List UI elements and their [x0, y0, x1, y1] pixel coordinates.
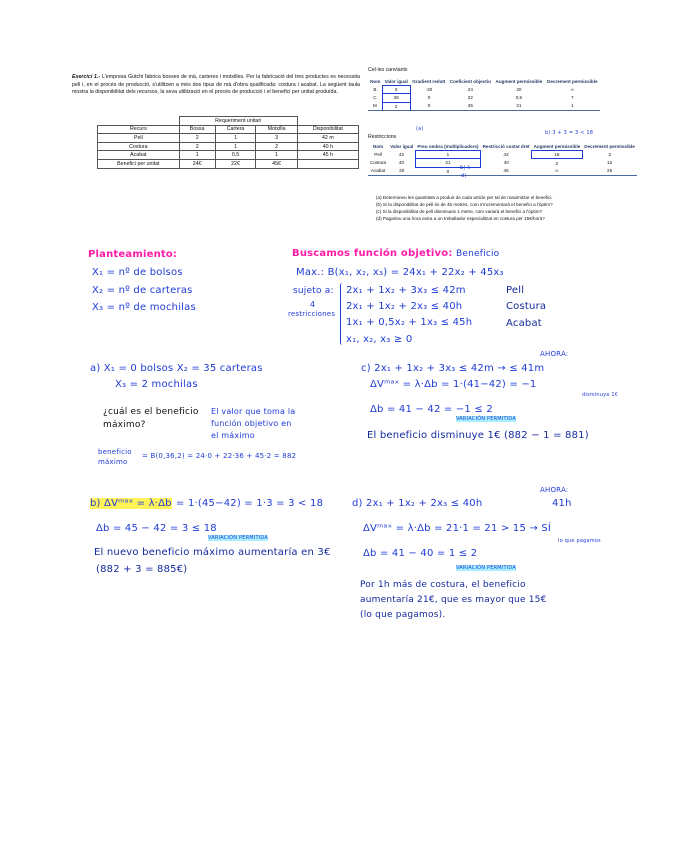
- restr-cell: ∞: [532, 167, 583, 175]
- constraint-brace: [340, 283, 345, 345]
- restr-header: Preu ombra (multiplicadors): [417, 144, 479, 150]
- req-header: Cartera: [215, 125, 256, 134]
- restr-cell: Acabat: [368, 167, 388, 175]
- d-conclusion-2: aumentaría 21€, que es mayor que 15€: [360, 595, 547, 605]
- req-header: Bossa: [179, 125, 215, 134]
- req-header: Disponibilitat: [297, 125, 358, 134]
- req-cell: 2: [256, 142, 297, 151]
- table-row: [368, 94, 600, 102]
- constraint-1: 2x₁ + 1x₂ + 3x₃ ≤ 42m: [346, 285, 466, 296]
- req-cell: 45 h: [297, 151, 358, 160]
- restr-cell: 40: [503, 160, 509, 166]
- costura-label: Costura: [506, 301, 547, 312]
- question-b: (b) Si la disponibilitat de pell és de 45 metres, com s'incrementarà el benefici a l'òptim?: [376, 202, 553, 207]
- restr-header: Decrement permissible: [584, 144, 635, 150]
- d-delta-b: Δb = 41 − 40 = 1 ≤ 2: [363, 548, 478, 559]
- d-line: d) 2x₁ + 1x₂ + 2x₃ ≤ 40h: [352, 498, 483, 509]
- b-equation: = 1·(45−42) = 1·3 = 3 < 18: [176, 498, 324, 509]
- restr-cell: 2: [608, 152, 612, 158]
- cells-cell: ∞: [570, 87, 574, 93]
- planteamiento-heading: Planteamiento:: [88, 249, 178, 260]
- req-cell: 22€: [215, 159, 256, 168]
- restr-cell: 12: [607, 160, 613, 166]
- cells-cell: 45: [447, 102, 493, 110]
- d-conclusion-1: Por 1h más de costura, el beneficio: [360, 580, 526, 590]
- req-header: Motxilla: [256, 125, 297, 134]
- bm-equation: = B(0,36,2) = 24·0 + 22·36 + 45·2 = 882: [142, 452, 297, 460]
- var-x1: X₁ = nº de bolsos: [92, 267, 183, 278]
- d-delta-v: ΔVᵐᵃˣ = λ·Δb = 21·1 = 21 > 15 → SÍ: [363, 523, 552, 534]
- note-d: d): [461, 173, 467, 179]
- cells-header: Decrement permissible: [547, 79, 598, 85]
- restr-cell: Pell: [374, 152, 382, 158]
- d-conclusion-3: (lo que pagamos).: [360, 610, 446, 620]
- constraint-4: x₁, x₂, x₃ ≥ 0: [346, 334, 413, 345]
- req-cell: 45€: [256, 159, 297, 168]
- cells-cell: 1: [545, 102, 600, 110]
- req-group-header: Requeriment unitari: [179, 117, 297, 126]
- question-beneficio: ¿cuál es el beneficio: [103, 407, 199, 417]
- bm-label-1: beneficio: [98, 448, 132, 456]
- table-row: [368, 151, 637, 159]
- table-row: [98, 151, 359, 160]
- restr-cell: 21: [415, 159, 480, 167]
- req-cell: Costura: [98, 142, 180, 151]
- cells-cell: 36: [382, 94, 410, 102]
- constraint-2: 2x₁ + 1x₂ + 2x₃ ≤ 40h: [346, 301, 463, 312]
- cells-cell: 2: [382, 102, 410, 110]
- question-c: (c) Si la disponibilitat de pell disminueix 1 metre, com variarà el benefici a l'òptim?: [376, 209, 543, 214]
- b-heading: [90, 498, 172, 509]
- note-a: (a): [416, 126, 424, 132]
- sujeto-label: sujeto a:: [293, 286, 334, 296]
- question-a: (a) Determineu les quantitats a produir de cada article per tal de maximitzar el benefici.: [376, 195, 553, 200]
- table-row: [98, 159, 359, 168]
- restr-cell: Costura: [370, 160, 387, 166]
- table-row: [368, 86, 600, 94]
- b-heading-formula: b) ΔVᵐᵃˣ = λ·Δb: [90, 498, 172, 509]
- restr-header: Augment permissible: [533, 144, 581, 150]
- req-cell: 40 h: [297, 142, 358, 151]
- restr-cell: 2: [555, 160, 559, 166]
- ahora-2: AHORA:: [540, 486, 569, 494]
- table-row: [98, 134, 359, 143]
- req-cell: 2: [179, 142, 215, 151]
- restr-cell: 20: [388, 167, 415, 175]
- req-cell: Acabat: [98, 151, 180, 160]
- restr-header: Restricció costat dret: [482, 144, 530, 150]
- requirements-table: [97, 116, 359, 169]
- constraints-table: [368, 143, 637, 176]
- exercise-text: [72, 74, 360, 97]
- four-label: 4: [310, 300, 316, 309]
- cells-cell: 21: [493, 102, 544, 110]
- b-conclusion-1: El nuevo beneficio máximo aumentaría en 3€: [94, 547, 331, 558]
- restricciones-label: restricciones: [288, 310, 336, 318]
- answer-line-3: el máximo: [211, 431, 255, 440]
- a-line-1: a) X₁ = 0 bolsos X₂ = 35 carteras: [90, 363, 263, 374]
- note-b: b) 3 + 3 = 3 < 18: [545, 130, 594, 136]
- questions: [376, 194, 616, 222]
- cells-header: Gradient reduït: [412, 79, 446, 85]
- req-header-row: [98, 125, 359, 134]
- question-maximo: máximo?: [103, 420, 146, 430]
- var-x2: X₂ = nº de carteras: [92, 285, 193, 296]
- answer-line-2: función objetivo en: [211, 419, 292, 428]
- cells-header: Coeficient objectiu: [449, 79, 491, 85]
- restr-cell: 45: [481, 167, 532, 175]
- b-delta-b: Δb = 45 − 42 = 3 ≤ 18: [96, 523, 217, 534]
- ahora-1: AHORA:: [540, 350, 569, 358]
- c-delta-v: ΔVᵐᵃˣ = λ·Δb = 1·(41−42) = −1: [370, 379, 537, 390]
- cells-cell: 20: [516, 87, 522, 93]
- table-row: [98, 142, 359, 151]
- acabat-label: Acabat: [506, 318, 542, 329]
- table-row: [368, 159, 637, 167]
- cells-cell: M: [368, 102, 382, 110]
- cells-cell: 22: [467, 95, 473, 101]
- cells-header: Nom: [370, 79, 381, 85]
- req-cell: [297, 159, 358, 168]
- beneficio-label: Beneficio: [456, 249, 500, 259]
- cells-header: Augment permissible: [495, 79, 543, 85]
- cells-table: [368, 78, 600, 111]
- d-41h: 41h: [552, 498, 572, 509]
- restr-cell: 42: [503, 152, 509, 158]
- answer-line-1: El valor que toma la: [211, 407, 296, 416]
- req-cell: Pell: [98, 134, 180, 143]
- req-cell: 1: [215, 134, 256, 143]
- restr-cell: 1: [415, 151, 480, 159]
- b-conclusion-2: (882 + 3 = 885€): [96, 564, 188, 575]
- restr-title: Restriccions: [368, 134, 397, 140]
- restr-header: Nom: [372, 144, 384, 150]
- req-cell: Benefici per unitat: [98, 159, 180, 168]
- note-b-arrow: b) λ: [460, 165, 471, 171]
- b-variacion: VARIACIÓN PERMITIDA: [208, 535, 268, 541]
- req-cell: 1: [215, 142, 256, 151]
- c-delta-b: Δb = 41 − 42 = −1 ≤ 2: [370, 404, 493, 415]
- restr-cell: 42: [398, 152, 405, 158]
- a-line-2: X₃ = 2 mochilas: [115, 379, 198, 390]
- constraint-3: 1x₁ + 0,5x₂ + 1x₃ ≤ 45h: [346, 317, 473, 328]
- cells-cell: 0: [427, 95, 431, 101]
- bm-label-2: máximo: [98, 458, 128, 466]
- c-conclusion: El beneficio disminuye 1€ (882 − 1 = 881): [367, 430, 589, 441]
- question-d: (d) Pagaríeu una hora extra a un treballador especialitzat en costura per 15€/hora?: [376, 216, 545, 221]
- cells-cell: -20: [425, 87, 433, 93]
- exercise-title: Exercici 1.-: [72, 74, 101, 80]
- req-cell: 1: [179, 151, 215, 160]
- req-cell: 2: [179, 134, 215, 143]
- req-cell: 42 m: [297, 134, 358, 143]
- cells-cell: 7: [571, 95, 574, 101]
- req-header: Recurs: [98, 125, 180, 134]
- restr-cell: 40: [398, 160, 405, 166]
- cells-cell: 0: [410, 102, 447, 110]
- cells-cell: C: [373, 95, 377, 101]
- objective-function: Max.: B(x₁, x₂, x₃) = 24x₁ + 22x₂ + 45x₃: [296, 267, 504, 278]
- c-variacion: VARIACIÓN PERMITIDA: [456, 416, 516, 422]
- req-cell: 1: [256, 151, 297, 160]
- restr-header: Valor igual: [390, 144, 414, 150]
- cells-title: Cel·les canviants: [368, 67, 408, 73]
- c-line: c) 2x₁ + 1x₂ + 3x₃ ≤ 42m → ≤ 41m: [361, 363, 545, 374]
- exercise-body: L'empresa Gutchi fabrica bosses de mà, carteres i motxilles. Per la fabricació del tres productes es necessita pell i, en el procés de producció, s'utilitzen a més dos tipus de mà d'obra qualificada: costura i acabat. La següent taula mostra la disponibilitat dels recursos, la seva utilització en el procés de producció i el benefici per unitat produïda.: [72, 74, 360, 96]
- cells-cell: 0: [382, 86, 410, 94]
- req-cell: 24€: [179, 159, 215, 168]
- req-cell: 0,5: [215, 151, 256, 160]
- cells-cell: B: [373, 87, 377, 93]
- cells-cell: 24: [467, 87, 473, 93]
- req-cell: 3: [256, 134, 297, 143]
- pell-label: Pell: [506, 285, 525, 296]
- d-pagamos: lo que pagamos: [558, 538, 601, 544]
- restr-cell: 0: [415, 167, 480, 175]
- var-x3: X₃ = nº de mochilas: [92, 302, 196, 313]
- buscamos-heading: Buscamos función objetivo:: [292, 248, 453, 259]
- c-disminuye: disminuye 1€: [582, 392, 619, 398]
- table-row: [368, 167, 637, 175]
- d-variacion: VARIACIÓN PERMITIDA: [456, 565, 516, 571]
- restr-cell: 18: [532, 151, 583, 159]
- restr-cell: 25: [582, 167, 637, 175]
- table-row: [368, 102, 600, 110]
- cells-header: Valor igual: [384, 79, 408, 85]
- cells-cell: 0,5: [515, 95, 523, 101]
